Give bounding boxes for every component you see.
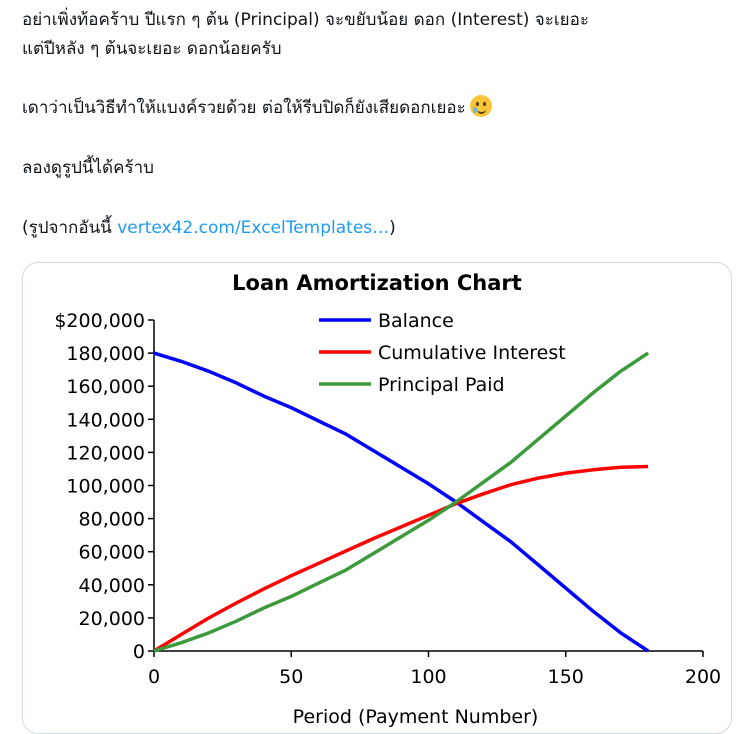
post-text-line-3: เดาว่าเป็นวิธีทำให้แบงค์รวยด้วย ต่อให้รีบปิดก็ยังเสียดอกเยอะ (22, 98, 466, 118)
legend-label: Balance (378, 310, 454, 332)
loan-amortization-chart (23, 263, 731, 733)
y-tick-label: 180,000 (66, 343, 145, 366)
post-text-line-2: แต่ปีหลัง ๆ ต้นจะเยอะ ดอกน้อยครับ (22, 39, 282, 59)
post-text-line-1: อย่าเพิ่งท้อคร้าบ ปีแรก ๆ ต้น (Principal) จะขยับน้อย ดอก (Interest) จะเยอะ (22, 10, 589, 30)
x-tick-label: 100 (410, 666, 447, 688)
attached-image-card[interactable] (22, 262, 732, 734)
x-tick-label: 150 (547, 666, 584, 688)
y-tick-label: 160,000 (66, 376, 145, 399)
x-tick-label: 0 (147, 666, 161, 688)
post-text-line-4: ลองดูรูปนี้ได้คร้าบ (22, 158, 154, 178)
y-tick-label: 120,000 (66, 442, 145, 465)
chart-title: Loan Amortization Chart (232, 271, 522, 295)
source-suffix: ) (389, 218, 396, 238)
y-tick-label: $200,000 (54, 310, 145, 332)
x-tick-label: 200 (684, 666, 722, 688)
post-paragraph-4 (22, 214, 396, 243)
y-tick-label: 40,000 (78, 574, 145, 597)
y-tick-label: 20,000 (78, 607, 145, 630)
post-paragraph-2 (22, 94, 492, 123)
smiling-face-with-tear-icon (470, 95, 492, 117)
source-prefix: (รูปจากอันนี้ (22, 218, 118, 238)
y-tick-label: 80,000 (78, 508, 145, 531)
y-tick-label: 100,000 (66, 475, 145, 498)
y-tick-label: 60,000 (78, 541, 145, 564)
legend-label: Principal Paid (378, 374, 505, 396)
post-paragraph-3 (22, 154, 154, 183)
legend-label: Cumulative Interest (378, 342, 566, 364)
y-tick-label: 140,000 (66, 409, 145, 432)
x-tick-label: 50 (279, 666, 304, 688)
source-link[interactable]: vertex42.com/ExcelTemplates… (117, 218, 390, 238)
post-paragraph-1 (22, 6, 589, 64)
y-tick-label: 0 (132, 641, 145, 663)
x-axis-label: Period (Payment Number) (292, 706, 539, 728)
